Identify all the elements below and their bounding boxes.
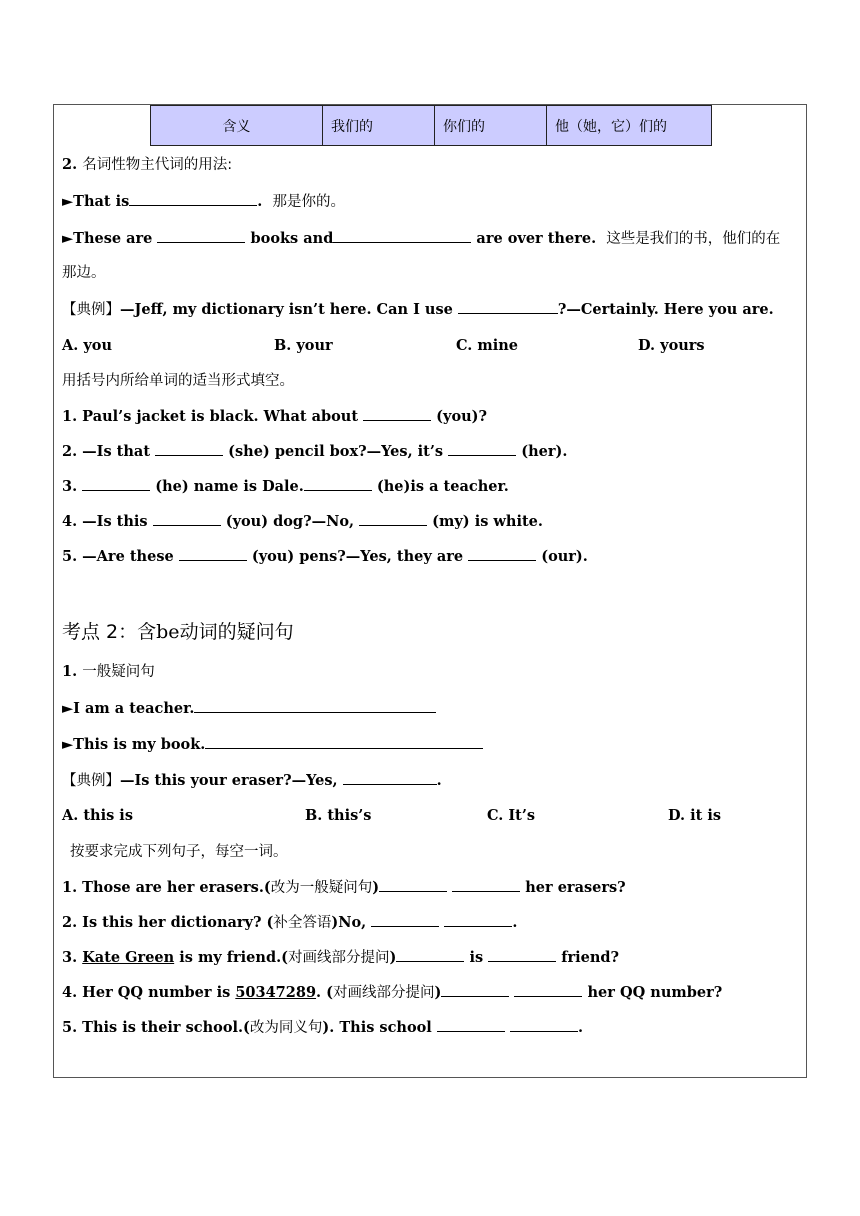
exercise-instruction-2: 按要求完成下列句子，每空一词。 [70, 844, 288, 860]
table-cell-yours: 你们的 [435, 106, 547, 145]
blank [452, 877, 520, 892]
blank [458, 299, 558, 314]
blank [396, 947, 464, 962]
option-b: B. this’s [305, 807, 372, 824]
blank [129, 191, 257, 206]
blank [194, 698, 436, 713]
blank [371, 912, 439, 927]
section-title: 2. 名词性物主代词的用法: [62, 156, 233, 173]
example-sentence-2: ►These are books and are over there. 这些是我们的书，他们的在 [62, 230, 781, 247]
exercise-item-1: 1. Paul’s jacket is black. What about (you)? [62, 408, 488, 425]
exercise-item-2: 2. —Is that (she) pencil box?—Yes, it’s (her). [62, 443, 568, 460]
exercise-item-7: 2. Is this her dictionary? (补全答语)No, . [62, 914, 518, 931]
exercise-item-3: 3. (he) name is Dale. (he)is a teacher. [62, 478, 509, 495]
exercise-instruction: 用括号内所给单词的适当形式填空。 [62, 373, 294, 389]
blank [437, 1017, 505, 1032]
option-d: D. it is [668, 807, 722, 824]
exercise-item-4: 4. —Is this (you) dog?—No, (my) is white. [62, 513, 543, 530]
section-heading-2: 考点 2：含be动词的疑问句 [62, 621, 294, 643]
option-a: A. this is [62, 807, 133, 824]
table-cell-theirs: 他（她，它）们的 [555, 118, 667, 135]
subsection-title: 1. 一般疑问句 [62, 663, 155, 680]
blank [379, 877, 447, 892]
exercise-item-8: 3. Kate Green is my friend.(对画线部分提问) is friend? [62, 949, 620, 966]
exercise-item-10: 5. This is their school.(改为同义句). This school . [62, 1019, 584, 1036]
exercise-item-6: 1. Those are her erasers.(改为一般疑问句) her erasers? [62, 879, 626, 896]
option-b: B. your [274, 337, 333, 354]
blank [179, 546, 247, 561]
table-cell-meaning: 含义 [151, 106, 323, 145]
blank [444, 912, 512, 927]
blank [448, 441, 516, 456]
blank [155, 441, 223, 456]
option-d: D. yours [638, 337, 705, 354]
blank [82, 476, 150, 491]
exercise-item-9: 4. Her QQ number is 50347289. (对画线部分提问) her QQ number? [62, 984, 723, 1001]
example-sentence-1: ►That is . 那是你的。 [62, 193, 345, 210]
blank [488, 947, 556, 962]
example-sentence-4: ►This is my book. [62, 734, 483, 755]
underlined-name: Kate Green [82, 949, 175, 966]
blank [333, 228, 471, 243]
option-a: A. you [62, 337, 112, 354]
underlined-number: 50347289 [235, 984, 317, 1001]
blank [359, 511, 427, 526]
table-cell-ours: 我们的 [323, 106, 435, 145]
example-sentence-2-cont: 那边。 [62, 265, 106, 281]
blank [153, 511, 221, 526]
exercise-item-5: 5. —Are these (you) pens?—Yes, they are (our). [62, 548, 588, 565]
typical-example: 【典例】—Jeff, my dictionary isn’t here. Can I use ?—Certainly. Here you are. [62, 301, 774, 318]
blank [468, 546, 536, 561]
typical-example-2: 【典例】—Is this your eraser?—Yes, . [62, 772, 442, 789]
blank [343, 770, 437, 785]
blank [510, 1017, 578, 1032]
blank [205, 734, 483, 749]
option-c: C. It’s [487, 807, 536, 824]
blank [304, 476, 372, 491]
blank [363, 406, 431, 421]
blank [441, 982, 509, 997]
example-sentence-3: ►I am a teacher. [62, 698, 436, 719]
pronoun-table-header-row [150, 105, 712, 146]
blank [157, 228, 245, 243]
option-c: C. mine [456, 337, 519, 354]
blank [514, 982, 582, 997]
